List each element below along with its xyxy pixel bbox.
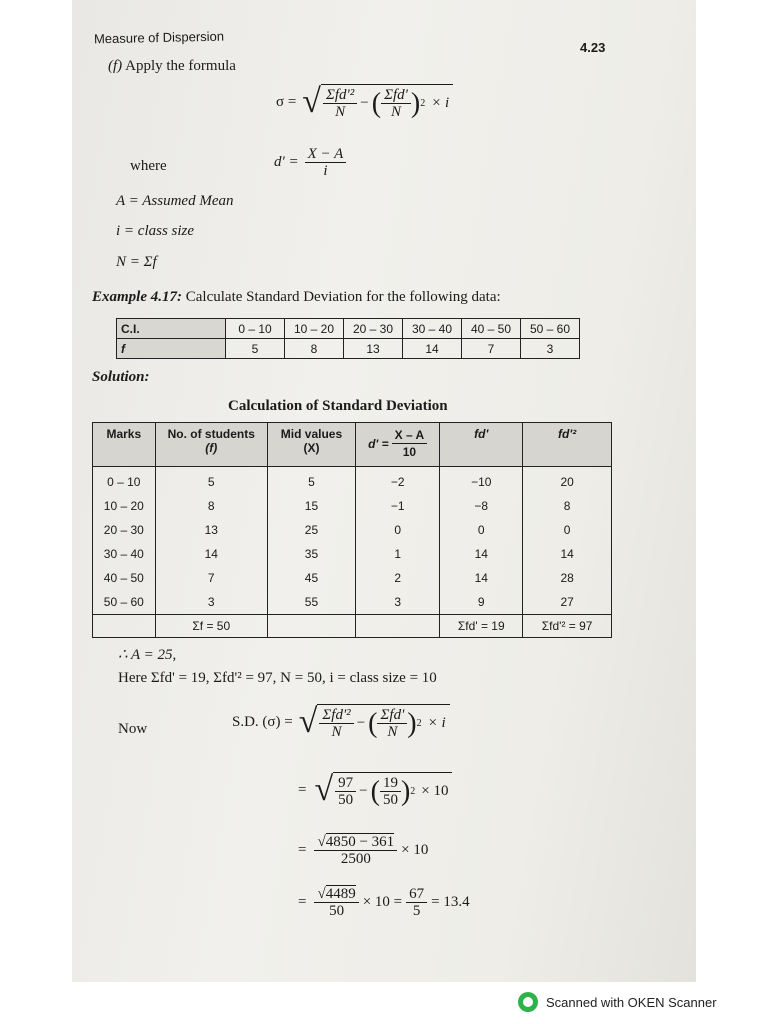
final-result: = 13.4 (431, 894, 470, 910)
frequency-cell: 3 (521, 339, 580, 359)
definition-class-size: i = class size (116, 223, 195, 239)
chapter-title: Measure of Dispersion (93, 28, 225, 47)
calculation-table (92, 422, 612, 638)
class-cell: 30 – 40 (403, 319, 462, 339)
table-header-row (93, 423, 612, 467)
sd-formula: S.D. (σ) = √ $\frac{\text{Σfd'²}}{N}$ − ( $\frac{\text{Σfd'}}{N}$ ) 2 × i (232, 704, 450, 740)
class-interval-table (116, 318, 580, 359)
frequency-cell: 5 (226, 339, 285, 359)
scanner-text: Scanned with OKEN Scanner (546, 994, 717, 1010)
sigma-lhs: σ = (276, 93, 297, 110)
deviation-formula: d' = $\frac{X - A}{i}$ (274, 146, 346, 179)
radical-sign: √ (302, 83, 321, 120)
radical-sign: √ (314, 771, 334, 808)
header-mid-values: Mid values (X) (267, 423, 355, 467)
example-text: Calculate Standard Deviation for the following data: (185, 289, 501, 305)
assumed-mean-line: ∴ A = 25, (118, 647, 177, 663)
sigma-formula (276, 84, 453, 120)
where-label: where (130, 158, 167, 174)
oken-logo-icon (518, 992, 538, 1012)
total-fd2: Σfd'² = 97 (523, 615, 612, 638)
frequency-row (117, 339, 580, 359)
class-cell: 50 – 60 (521, 319, 580, 339)
definition-n: N = Σf (116, 254, 157, 270)
header-fd2: fd'² (523, 423, 612, 467)
definition-assumed-mean: A = Assumed Mean (116, 193, 234, 209)
fraction: $\frac{\text{Σfd'²}}{N}$ (323, 87, 357, 120)
table-row: 50 – 60 3 55 3 9 27 (93, 590, 612, 615)
class-cell: 10 – 20 (285, 319, 344, 339)
row-label-f: f (117, 339, 226, 359)
class-interval-row (117, 319, 580, 339)
page-number: 4.23 (580, 40, 606, 55)
frequency-cell: 8 (285, 339, 344, 359)
scanner-watermark (518, 992, 717, 1012)
table-totals-row (93, 615, 612, 638)
solution-label: Solution: (92, 369, 150, 385)
total-f: Σf = 50 (155, 615, 267, 638)
header-students: No. of students (f) (155, 423, 267, 467)
here-line: Here Σfd' = 19, Σfd'² = 97, N = 50, i = class size = 10 (118, 670, 437, 686)
sqrt-expression: √ $\frac{\text{Σfd'²}}{N}$ − ( $\frac{\text{Σfd'}}{N}$ ) 2 × i (302, 84, 453, 120)
total-fd: Σfd' = 19 (440, 615, 523, 638)
sd-step-1: = √ $\frac{97}{50}$ − ( $\frac{19}{50}$ ) 2 × 10 (298, 772, 452, 808)
table-row: 20 – 30 13 25 0 0 0 (93, 518, 612, 542)
class-cell: 0 – 10 (226, 319, 285, 339)
table-row: 30 – 40 14 35 1 14 14 (93, 542, 612, 566)
formula-intro (108, 58, 236, 75)
sd-step-2: = $\frac{√4850 - 361}{2500}$ × 10 (298, 834, 429, 867)
table-row: 10 – 20 8 15 −1 −8 8 (93, 494, 612, 518)
header-deviation: d' = $\frac{X - A}{10}$ (356, 423, 440, 467)
step-marker: (f) (108, 58, 123, 74)
frequency-cell: 7 (462, 339, 521, 359)
example-label: Example 4.17: (92, 289, 182, 305)
now-label: Now (118, 721, 148, 737)
table-title: Calculation of Standard Deviation (228, 398, 448, 414)
frequency-cell: 14 (403, 339, 462, 359)
header-marks: Marks (93, 423, 156, 467)
radical-sign: √ (298, 703, 318, 740)
class-cell: 20 – 30 (344, 319, 403, 339)
formula-intro-text: Apply the formula (125, 58, 236, 74)
class-cell: 40 – 50 (462, 319, 521, 339)
row-label-ci: C.I. (117, 319, 226, 339)
sd-step-3: = $\frac{√4489}{50}$ × 10 = $\frac{67}{5}$ = 13.4 (298, 886, 470, 919)
fraction: $\frac{\text{Σfd'}}{N}$ (381, 87, 411, 120)
example-heading (92, 289, 501, 306)
frequency-cell: 13 (344, 339, 403, 359)
table-row: 0 – 10 5 5 −2 −10 20 (93, 467, 612, 495)
fraction: $\frac{X - A}{i}$ (305, 146, 347, 179)
header-fd: fd' (440, 423, 523, 467)
table-row: 40 – 50 7 45 2 14 28 (93, 566, 612, 590)
